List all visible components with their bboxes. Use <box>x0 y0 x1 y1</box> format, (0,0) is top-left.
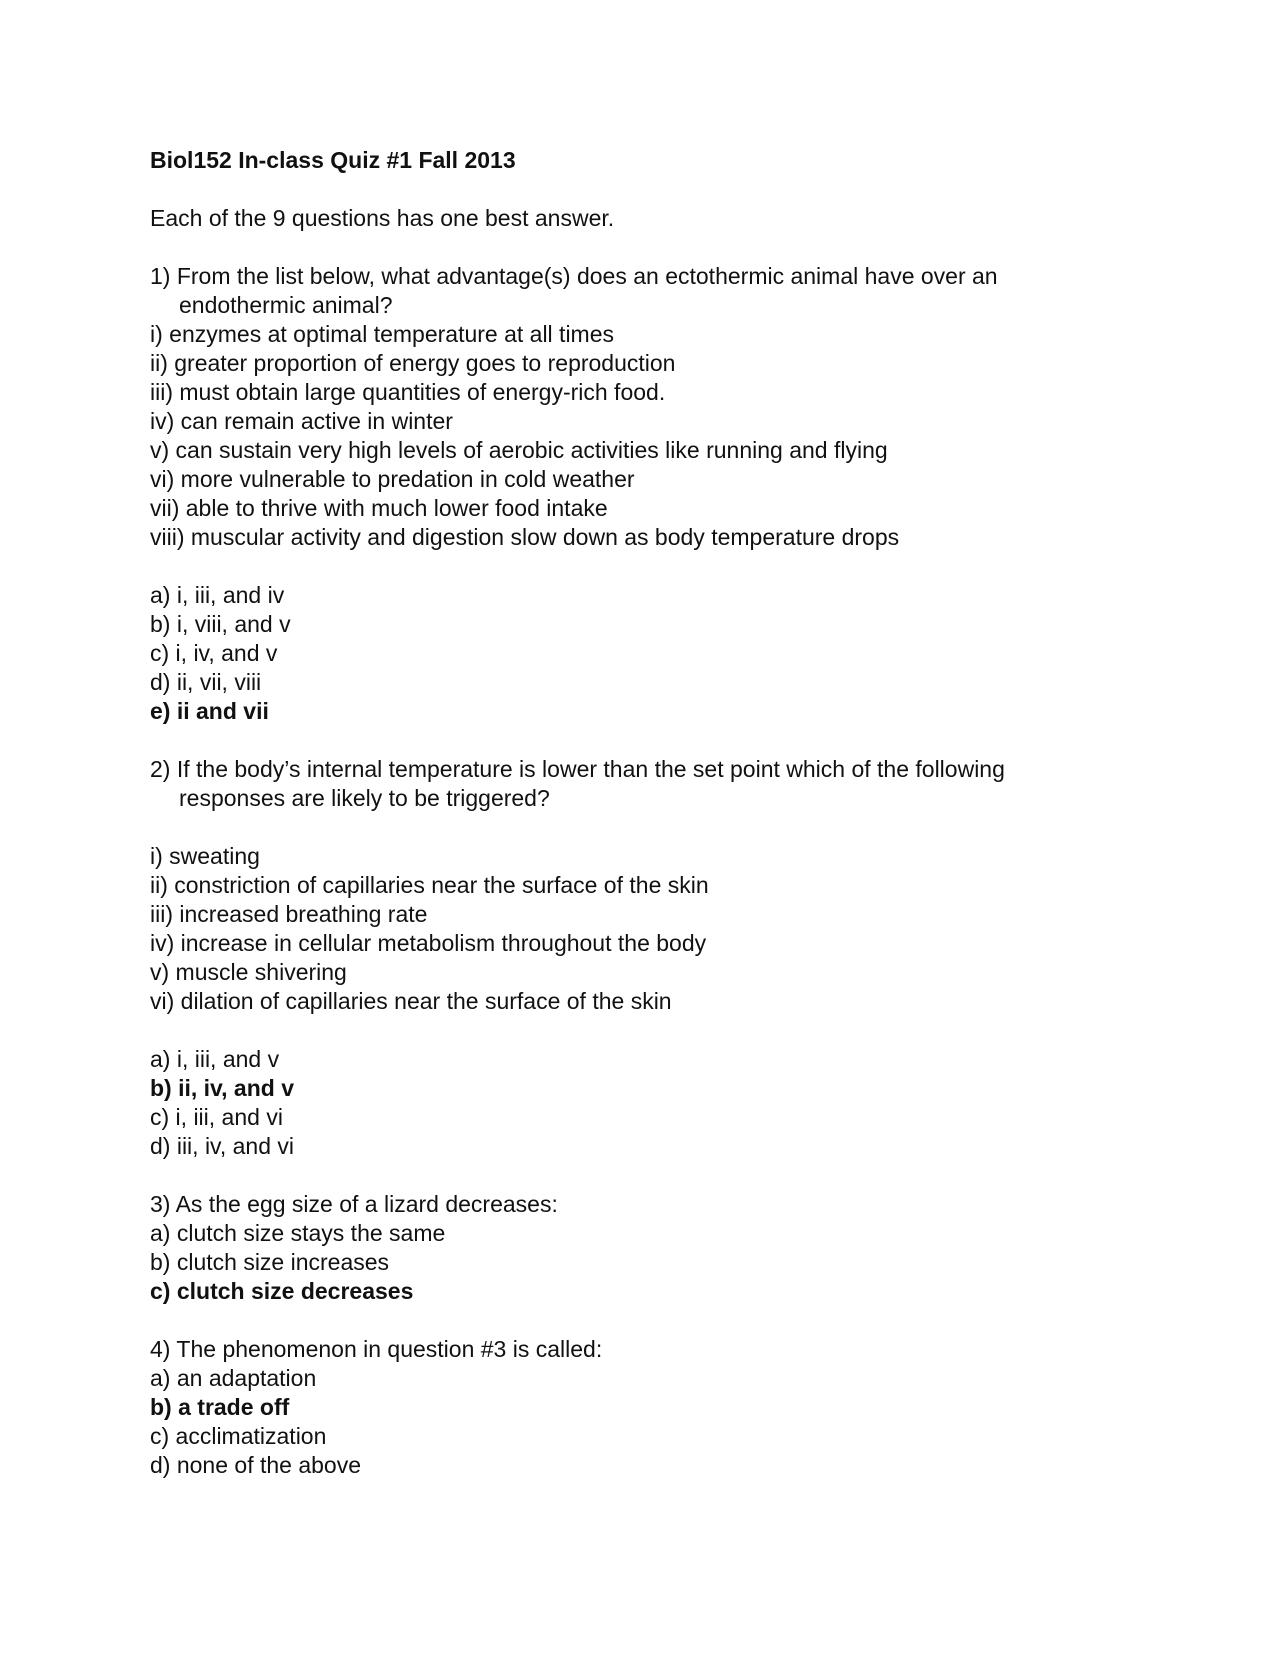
statement-item: ii) constriction of capillaries near the surface of the skin <box>150 872 709 898</box>
answer-choice: c) acclimatization <box>150 1423 327 1449</box>
question-3-stem: 3) As the egg size of a lizard decreases: <box>150 1191 558 1217</box>
statement-item: iv) increase in cellular metabolism throughout the body <box>150 930 707 956</box>
question-2-stem: 2) If the body’s internal temperature is lower than the set point which of the following <box>150 756 1005 782</box>
quiz-page <box>150 146 1150 1480</box>
statement-item: ii) greater proportion of energy goes to reproduction <box>150 350 676 376</box>
question-2 <box>150 755 1150 1161</box>
correct-answer-choice: b) ii, iv, and v <box>150 1075 294 1101</box>
statement-item: i) sweating <box>150 843 260 869</box>
statement-item: iii) increased breathing rate <box>150 901 428 927</box>
correct-answer-choice: e) ii and vii <box>150 698 269 724</box>
statement-item: vi) more vulnerable to predation in cold weather <box>150 466 635 492</box>
question-1-stem-continued: endothermic animal? <box>179 292 393 318</box>
question-3 <box>150 1190 1150 1306</box>
question-4-stem: 4) The phenomenon in question #3 is called: <box>150 1336 603 1362</box>
statement-item: i) enzymes at optimal temperature at all times <box>150 321 615 347</box>
statement-item: v) muscle shivering <box>150 959 347 985</box>
answer-choice: a) i, iii, and iv <box>150 582 285 608</box>
answer-choice: d) iii, iv, and vi <box>150 1133 295 1159</box>
statement-item: viii) muscular activity and digestion slow down as body temperature drops <box>150 524 900 550</box>
answer-choice: a) an adaptation <box>150 1365 317 1391</box>
statement-item: vii) able to thrive with much lower food intake <box>150 495 608 521</box>
question-1 <box>150 262 1150 726</box>
correct-answer-choice: b) a trade off <box>150 1394 290 1420</box>
answer-choice: d) none of the above <box>150 1452 361 1478</box>
question-4 <box>150 1335 1150 1480</box>
answer-choice: b) clutch size increases <box>150 1249 390 1275</box>
answer-choice: b) i, viii, and v <box>150 611 291 637</box>
answer-choice: a) i, iii, and v <box>150 1046 280 1072</box>
question-1-stem: 1) From the list below, what advantage(s) does an ectothermic animal have over an <box>150 263 998 289</box>
answer-choice: c) i, iii, and vi <box>150 1104 283 1130</box>
statement-item: iii) must obtain large quantities of energy-rich food. <box>150 379 666 405</box>
answer-choice: d) ii, vii, viii <box>150 669 262 695</box>
statement-item: iv) can remain active in winter <box>150 408 453 434</box>
statement-item: v) can sustain very high levels of aerobic activities like running and flying <box>150 437 888 463</box>
answer-choice: a) clutch size stays the same <box>150 1220 446 1246</box>
answer-choice: c) i, iv, and v <box>150 640 278 666</box>
correct-answer-choice: c) clutch size decreases <box>150 1278 414 1304</box>
page-title: Biol152 In-class Quiz #1 Fall 2013 <box>150 147 516 173</box>
statement-item: vi) dilation of capillaries near the surface of the skin <box>150 988 672 1014</box>
question-2-stem-continued: responses are likely to be triggered? <box>179 785 550 811</box>
instructions: Each of the 9 questions has one best answer. <box>150 205 615 231</box>
